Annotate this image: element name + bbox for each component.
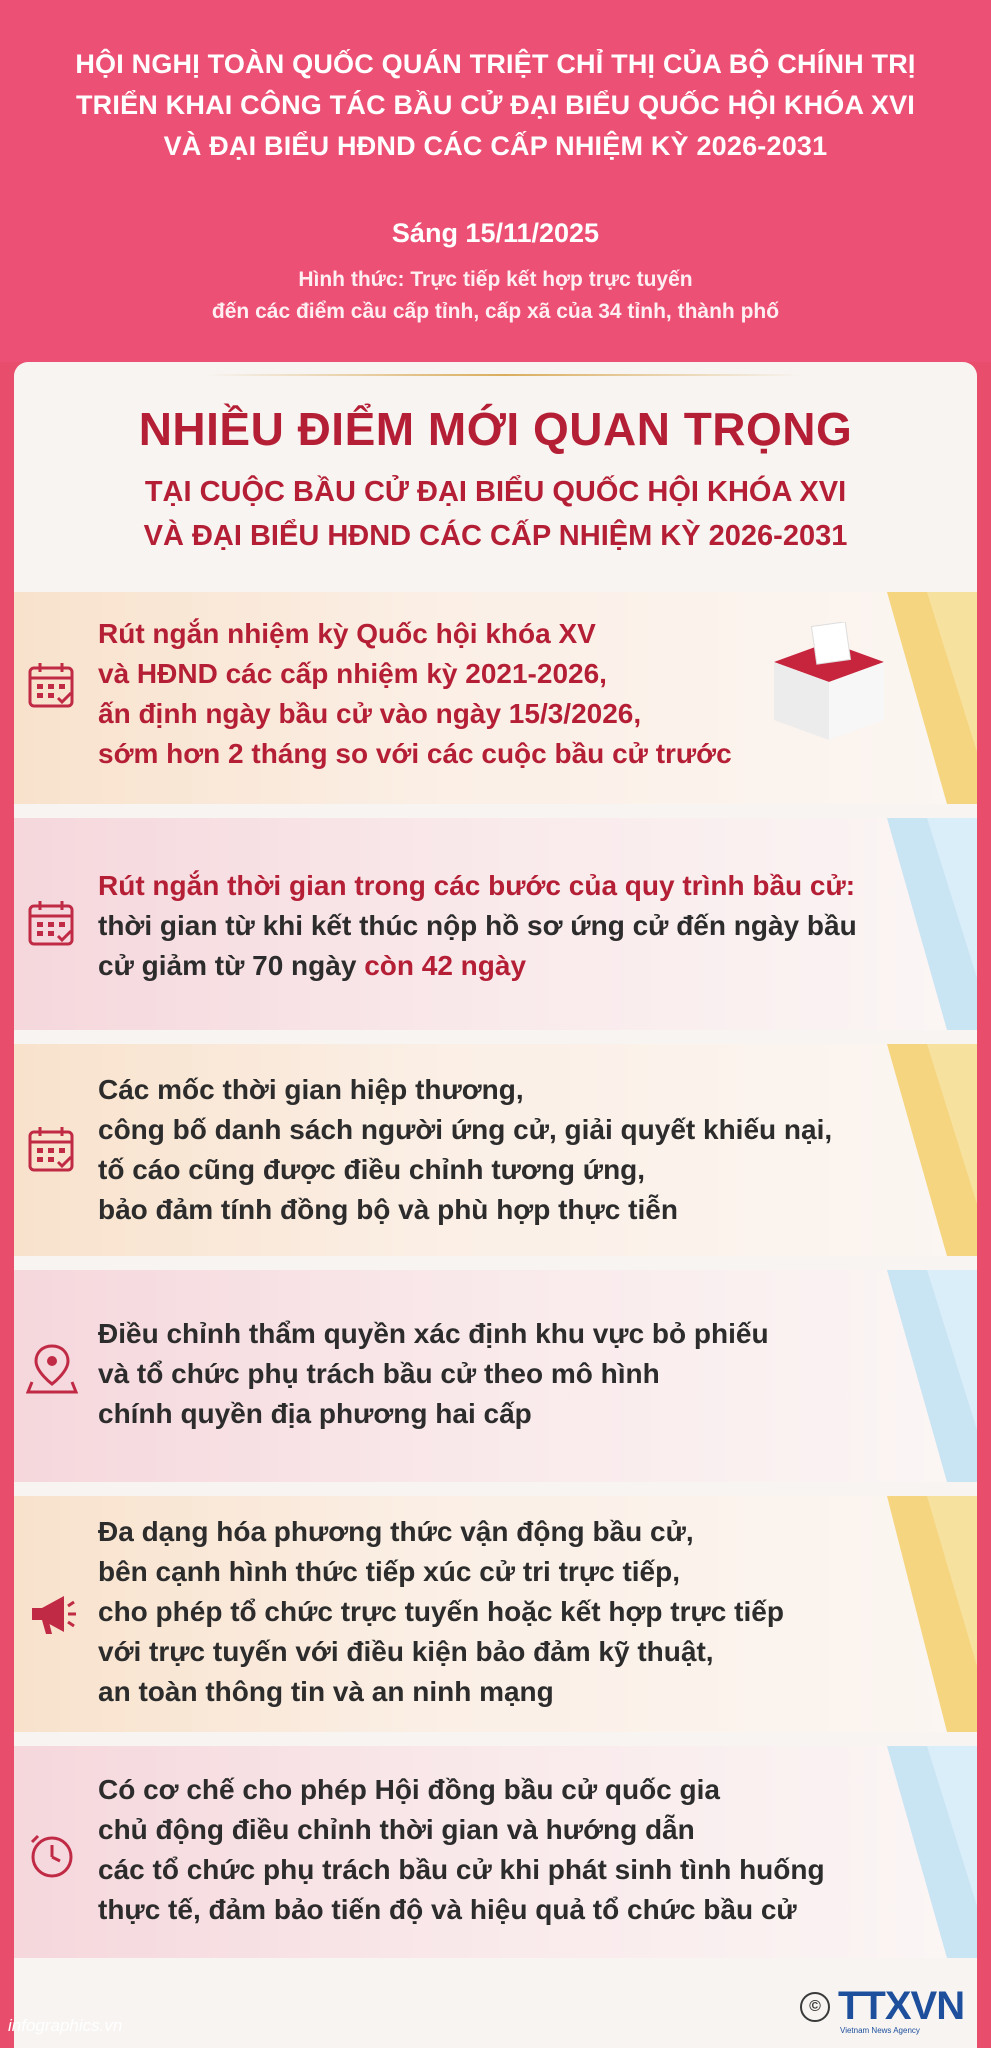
calendar-icon bbox=[26, 898, 78, 950]
ballot-box-icon bbox=[764, 622, 894, 742]
calendar-icon bbox=[26, 660, 78, 712]
point-text bbox=[98, 1770, 958, 1930]
megaphone-icon bbox=[26, 1588, 78, 1640]
point-card-1 bbox=[14, 592, 977, 804]
point-card-5 bbox=[14, 1496, 977, 1732]
point-text bbox=[98, 1512, 898, 1712]
point-line: cho phép tổ chức trực tuyến hoặc kết hợp trực tiếp bbox=[98, 1596, 784, 1627]
divider bbox=[204, 374, 804, 376]
point-segment-highlight: còn 42 ngày bbox=[364, 950, 527, 981]
header-title bbox=[30, 44, 961, 167]
main-subtitle bbox=[14, 470, 977, 558]
map-pin-icon bbox=[26, 1342, 78, 1394]
point-line: Có cơ chế cho phép Hội đồng bầu cử quốc gia bbox=[98, 1774, 720, 1805]
point-text bbox=[98, 1314, 898, 1434]
point-line: công bố danh sách người ứng cử, giải quyết khiếu nại, bbox=[98, 1114, 833, 1145]
point-line: với trực tuyến với điều kiện bảo đảm kỹ thuật, bbox=[98, 1636, 714, 1667]
header-banner bbox=[0, 0, 991, 362]
content-panel bbox=[14, 362, 977, 2048]
header-format-line: Hình thức: Trực tiếp kết hợp trực tuyến bbox=[298, 268, 693, 291]
point-line: và tổ chức phụ trách bầu cử theo mô hình bbox=[98, 1358, 660, 1389]
header-title-line: HỘI NGHỊ TOÀN QUỐC QUÁN TRIỆT CHỈ THỊ CỦA BỘ CHÍNH TRỊ bbox=[75, 49, 916, 79]
point-line: Điều chỉnh thẩm quyền xác định khu vực bỏ phiếu bbox=[98, 1318, 769, 1349]
point-line: thời gian từ khi kết thúc nộp hồ sơ ứng cử đến ngày bầu bbox=[98, 910, 857, 941]
point-line: Đa dạng hóa phương thức vận động bầu cử, bbox=[98, 1516, 694, 1547]
point-segment: cử giảm từ 70 ngày bbox=[98, 950, 365, 981]
point-line: và HĐND các cấp nhiệm kỳ 2021-2026, bbox=[98, 658, 607, 689]
point-line: sớm hơn 2 tháng so với các cuộc bầu cử trước bbox=[98, 738, 732, 769]
main-title: NHIỀU ĐIỂM MỚI QUAN TRỌNG bbox=[138, 403, 853, 455]
main-subtitle-line: TẠI CUỘC BẦU CỬ ĐẠI BIỂU QUỐC HỘI KHÓA XVI bbox=[144, 476, 847, 508]
point-line: Các mốc thời gian hiệp thương, bbox=[98, 1074, 524, 1105]
point-text bbox=[98, 866, 958, 986]
point-line: chính quyền địa phương hai cấp bbox=[98, 1398, 532, 1429]
point-card-2 bbox=[14, 818, 977, 1030]
point-line: ấn định ngày bầu cử vào ngày 15/3/2026, bbox=[98, 698, 642, 729]
point-card-6 bbox=[14, 1746, 977, 1958]
calendar-icon bbox=[26, 1124, 78, 1176]
point-line: các tổ chức phụ trách bầu cử khi phát sinh tình huống bbox=[98, 1854, 825, 1885]
point-line: tố cáo cũng được điều chỉnh tương ứng, bbox=[98, 1154, 646, 1185]
header-format-line: đến các điểm cầu cấp tỉnh, cấp xã của 34 tỉnh, thành phố bbox=[211, 300, 780, 323]
header-date: Sáng 15/11/2025 bbox=[391, 218, 600, 248]
point-line: bảo đảm tính đồng bộ và phù hợp thực tiễn bbox=[98, 1194, 678, 1225]
copyright-icon: © bbox=[800, 1992, 830, 2022]
logo-subtitle: Vietnam News Agency bbox=[840, 2026, 920, 2035]
header-format bbox=[60, 264, 931, 328]
point-text bbox=[98, 1070, 898, 1230]
point-card-3 bbox=[14, 1044, 977, 1256]
point-line: an toàn thông tin và an ninh mạng bbox=[98, 1676, 554, 1707]
clock-icon bbox=[26, 1830, 78, 1882]
header-title-line: VÀ ĐẠI BIỂU HĐND CÁC CẤP NHIỆM KỲ 2026-2031 bbox=[163, 131, 828, 161]
point-line: Rút ngắn nhiệm kỳ Quốc hội khóa XV bbox=[98, 618, 596, 649]
logo-text: TTXVN bbox=[838, 1984, 965, 2028]
point-line: thực tế, đảm bảo tiến độ và hiệu quả tổ chức bầu cử bbox=[98, 1894, 797, 1925]
main-subtitle-line: VÀ ĐẠI BIỂU HĐND CÁC CẤP NHIỆM KỲ 2026-2031 bbox=[143, 520, 848, 552]
point-line bbox=[98, 946, 958, 986]
point-line: chủ động điều chỉnh thời gian và hướng dẫn bbox=[98, 1814, 695, 1845]
point-line: Rút ngắn thời gian trong các bước của quy trình bầu cử: bbox=[98, 870, 856, 901]
header-title-line: TRIỂN KHAI CÔNG TÁC BẦU CỬ ĐẠI BIỂU QUỐC HỘI KHÓA XVI bbox=[75, 90, 916, 120]
point-card-4 bbox=[14, 1270, 977, 1482]
point-line: bên cạnh hình thức tiếp xúc cử tri trực tiếp, bbox=[98, 1556, 681, 1587]
source-label: infographics.vn bbox=[8, 2016, 123, 2035]
ttxvn-logo bbox=[800, 1984, 980, 2036]
